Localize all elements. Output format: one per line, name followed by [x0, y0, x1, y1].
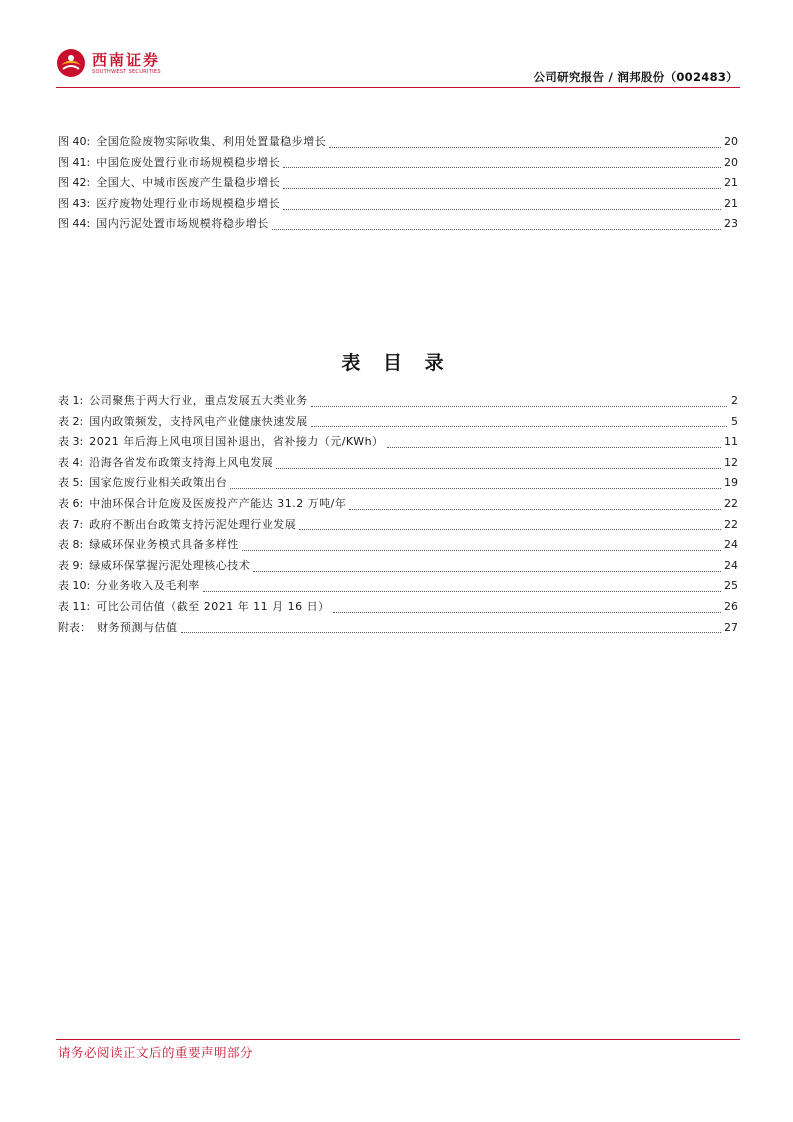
toc-entry-page-number: 11 [724, 435, 738, 449]
toc-entry-label: 图 42: [58, 176, 91, 190]
toc-entry-label: 图 41: [58, 155, 91, 169]
toc-entry-page-number: 2 [731, 394, 738, 407]
toc-dot-leader [181, 632, 722, 633]
figures-toc-list [58, 133, 738, 236]
toc-entry-label: 表 9: [58, 558, 84, 572]
toc-entry-title: 医疗废物处理行业市场规模稳步增长 [96, 196, 281, 210]
toc-entry-title: 沿海各省发布政策支持海上风电发展 [89, 455, 274, 469]
toc-entry-title: 国家危废行业相关政策出台 [89, 476, 228, 490]
toc-dot-leader [283, 167, 721, 168]
logo-emblem-icon [56, 48, 86, 78]
toc-entry-label: 表 6: [58, 496, 84, 510]
toc-entry-label: 表 2: [58, 414, 84, 428]
toc-dot-leader [283, 209, 721, 210]
figure-toc-entry[interactable] [58, 154, 738, 175]
table-toc-entry[interactable] [58, 577, 738, 598]
toc-dot-leader [230, 488, 721, 489]
logo-chinese-name: 西南证券 [92, 50, 161, 69]
toc-entry-page-number: 20 [724, 135, 738, 148]
table-toc-entry[interactable] [58, 454, 738, 475]
toc-entry-label: 表 8: [58, 538, 84, 552]
table-toc-entry[interactable] [58, 598, 738, 619]
toc-entry-page-number: 21 [724, 176, 738, 190]
table-toc-entry[interactable] [58, 557, 738, 578]
toc-dot-leader [311, 406, 727, 407]
toc-entry-title: 分业务收入及毛利率 [96, 579, 200, 593]
toc-entry-page-number: 25 [724, 579, 738, 593]
toc-entry-page-number: 12 [724, 455, 738, 469]
company-logo [56, 48, 161, 78]
toc-entry-title: 中国危废处置行业市场规模稳步增长 [96, 155, 281, 169]
toc-dot-leader [283, 188, 721, 189]
toc-entry-title: 财务预测与估值 [97, 620, 178, 634]
table-toc-entry[interactable] [58, 392, 738, 413]
footer-divider [56, 1039, 740, 1040]
toc-entry-title: 国内污泥处置市场规模将稳步增长 [96, 217, 269, 231]
toc-entry-page-number: 22 [724, 517, 738, 531]
toc-entry-label: 表 10: [58, 579, 91, 593]
toc-dot-leader [311, 426, 727, 427]
toc-entry-label: 表 4: [58, 455, 84, 469]
toc-entry-page-number: 5 [731, 414, 738, 428]
toc-entry-page-number: 22 [724, 496, 738, 510]
toc-entry-label: 表 5: [58, 476, 84, 490]
tables-toc-heading: 表 目 录 [341, 352, 452, 374]
tables-toc-list [58, 392, 738, 639]
toc-entry-title: 国内政策频发，支持风电产业健康快速发展 [89, 414, 308, 428]
toc-entry-label: 图 44: [58, 217, 91, 231]
header-divider [56, 87, 740, 88]
toc-entry-title: 绿威环保业务模式具备多样性 [89, 538, 239, 552]
toc-entry-page-number: 24 [724, 558, 738, 572]
toc-dot-leader [242, 550, 721, 551]
toc-entry-label: 表 7: [58, 517, 84, 531]
toc-entry-page-number: 26 [724, 599, 738, 613]
figure-toc-entry[interactable] [58, 133, 738, 154]
toc-entry-page-number: 27 [724, 620, 738, 634]
toc-dot-leader [299, 529, 721, 530]
toc-entry-page-number: 21 [724, 196, 738, 210]
table-toc-entry[interactable] [58, 413, 738, 434]
toc-dot-leader [333, 612, 721, 613]
toc-entry-label: 表 3: [58, 435, 84, 449]
toc-dot-leader [329, 147, 721, 148]
toc-entry-title: 可比公司估值（截至 2021 年 11 月 16 日） [96, 599, 330, 613]
toc-entry-page-number: 24 [724, 538, 738, 552]
toc-entry-title: 政府不断出台政策支持污泥处理行业发展 [89, 517, 297, 531]
figure-toc-entry[interactable] [58, 174, 738, 195]
toc-dot-leader [349, 509, 721, 510]
toc-entry-title: 公司聚焦于两大行业，重点发展五大类业务 [89, 394, 308, 407]
table-toc-entry[interactable] [58, 433, 738, 454]
toc-dot-leader [272, 229, 721, 230]
toc-entry-page-number: 23 [724, 217, 738, 231]
toc-entry-label: 表 11: [58, 599, 91, 613]
toc-entry-title: 全国大、中城市医废产生量稳步增长 [96, 176, 281, 190]
toc-entry-title: 2021 年后海上风电项目国补退出，省补接力（元/KWh） [89, 435, 384, 449]
toc-entry-label: 附表： [58, 620, 91, 634]
table-toc-entry[interactable] [58, 495, 738, 516]
page-header [56, 46, 740, 88]
toc-entry-label: 表 1: [58, 394, 84, 407]
table-toc-entry[interactable] [58, 536, 738, 557]
toc-dot-leader [253, 571, 721, 572]
toc-entry-label: 图 40: [58, 135, 91, 148]
figure-toc-entry[interactable] [58, 195, 738, 216]
table-toc-entry[interactable] [58, 516, 738, 537]
report-title: 公司研究报告 / 润邦股份（002483） [533, 70, 738, 84]
toc-dot-leader [387, 447, 721, 448]
toc-entry-title: 中油环保合计危废及医废投产产能达 31.2 万吨/年 [89, 496, 347, 510]
toc-dot-leader [276, 468, 721, 469]
toc-entry-label: 图 43: [58, 196, 91, 210]
toc-entry-title: 全国危险废物实际收集、利用处置量稳步增长 [96, 135, 327, 148]
logo-english-name: SOUTHWEST SECURITIES [92, 68, 161, 75]
footer-disclaimer: 请务必阅读正文后的重要声明部分 [58, 1045, 254, 1060]
figure-toc-entry[interactable] [58, 215, 738, 236]
table-toc-entry[interactable] [58, 474, 738, 495]
toc-dot-leader [203, 591, 721, 592]
toc-entry-page-number: 20 [724, 155, 738, 169]
toc-entry-page-number: 19 [724, 476, 738, 490]
table-toc-entry[interactable] [58, 619, 738, 640]
toc-entry-title: 绿威环保掌握污泥处理核心技术 [89, 558, 251, 572]
